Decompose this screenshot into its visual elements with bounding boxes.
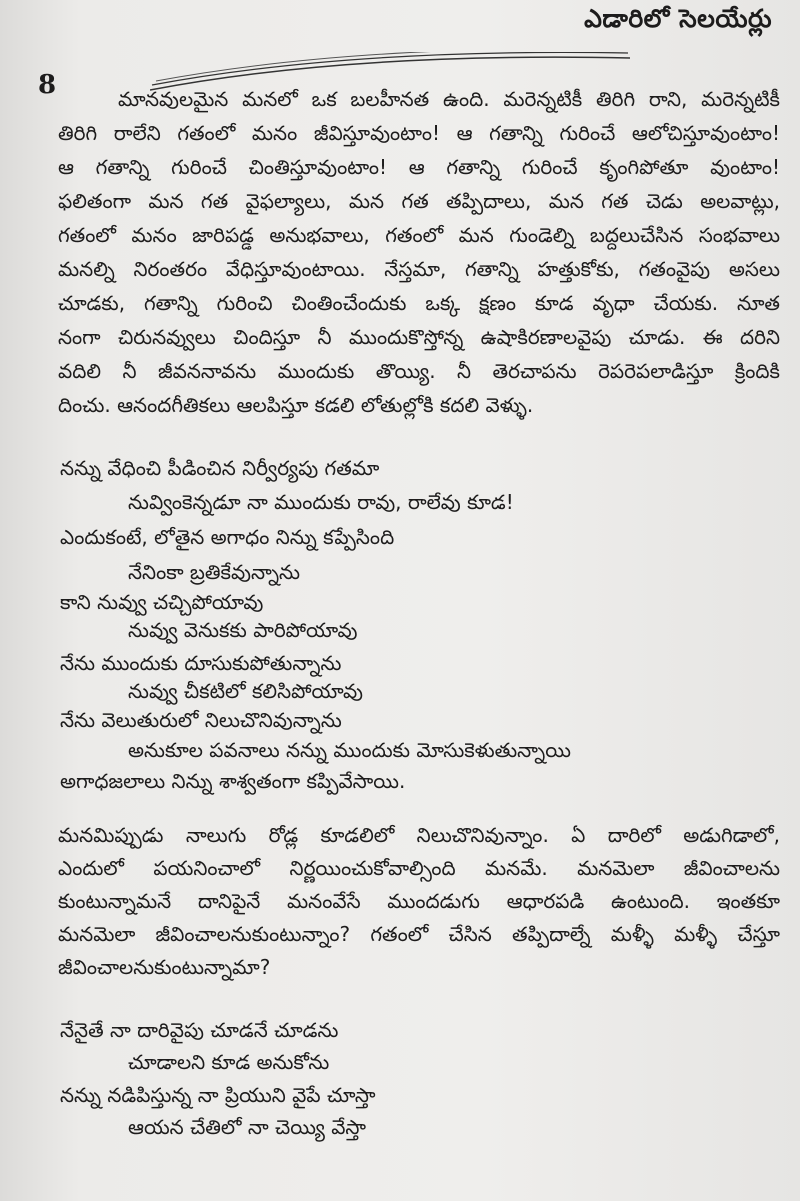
text-line: నంగా చిరునవ్వులు చిందిస్తూ నీ ముందుకొస్తోన్న ఉషాకిరణాలవైపు చూడు. ఈ దరిని	[58, 325, 780, 349]
verse-line: నన్ను వేధించి పీడించిన నిర్వీర్యపు గతమా	[60, 456, 380, 480]
text-line: గతంలో మనం జారిపడ్డ అనుభవాలు, గతంలో మన గుండెల్ని బద్దలుచేసిన సంభవాలు	[58, 223, 780, 247]
verse-line: నన్ను నడిపిస్తున్న నా ప్రియుని వైపే చూస్తా	[60, 1083, 376, 1107]
text-line: మనల్ని నిరంతరం వేధిస్తూవుంటాయి. నేస్తమా, గతాన్ని హత్తుకోకు, గతంవైపు అసలు	[58, 257, 780, 281]
text-line: జీవించాలనుకుంటున్నామా?	[58, 955, 271, 979]
text-line: చూడకు, గతాన్ని గురించి చింతించేందుకు ఒక్క క్షణం కూడ వృధా చేయకు. నూత	[58, 291, 780, 315]
verse-line: నేను ముందుకు దూసుకుపోతున్నాను	[60, 651, 342, 675]
verse-line: నేనింకా బ్రతికేవున్నాను	[128, 560, 301, 584]
text-line: ఎందులో పయనించాలో నిర్ణయించుకోవాల్సింది మనమే. మనమెలా జీవించాలను	[58, 856, 780, 880]
verse-line: అగాధజలాలు నిన్ను శాశ్వతంగా కప్పివేసాయి.	[60, 769, 406, 793]
text-line: దించు. ఆనందగీతికలు ఆలపిస్తూ కడలి లోతుల్లోకి కదలి వెళ్ళు.	[58, 393, 534, 417]
verse-line: ఎందుకంటే, లోతైన అగాధం నిన్ను కప్పేసింది	[60, 525, 395, 549]
text-line: వదిలి నీ జీవననావను ముందుకు తొయ్యి. నీ తెరచాపను రెపరెపలాడిస్తూ క్రిందికి	[58, 359, 780, 383]
running-head-title: ఎడారిలో సెలయేర్లు	[584, 4, 772, 33]
text-line: ఆ గతాన్ని గురించే చింతిస్తూవుంటాం! ఆ గతాన్ని గురించే కృంగిపోతూ వుంటాం!	[58, 155, 780, 179]
verse-line: నేనైతే నా దారివైపు చూడనే చూడను	[60, 1018, 339, 1042]
verse-line: నువ్వింకెన్నడూ నా ముందుకు రావు, రాలేవు కూడ!	[128, 490, 514, 514]
verse-line: కాని నువ్వు చచ్చిపోయావు	[60, 590, 264, 614]
verse-line: నేను వెలుతురులో నిలుచొనివున్నాను	[60, 708, 342, 732]
text-line: మనమెలా జీవించాలనుకుంటున్నాం? గతంలో చేసిన తప్పిదాల్నే మళ్ళీ మళ్ళీ చేస్తూ	[58, 922, 780, 946]
verse-line: నువ్వు వెనుకకు పారిపోయావు	[128, 618, 358, 642]
text-line: కుంటున్నామనే దానిపైనే మనంవేసే ముందడుగు ఆధారపడి ఉంటుంది. ఇంతకూ	[58, 889, 780, 913]
verse-line: ఆయన చేతిలో నా చెయ్యి వేస్తా	[128, 1115, 367, 1139]
text-line: తిరిగి రాలేని గతంలో మనం జీవిస్తూవుంటాం! ఆ గతాన్ని గురించే ఆలోచిస్తూవుంటాం!	[58, 121, 780, 145]
page-number: 8	[38, 70, 57, 100]
verse-line: అనుకూల పవనాలు నన్ను ముందుకు మోసుకెళుతున్నాయి	[128, 738, 571, 762]
verse-line: చూడాలని కూడ అనుకోను	[128, 1050, 330, 1074]
text-line: ఫలితంగా మన గత వైఫల్యాలు, మన గత తప్పిదాలు, మన గత చెడు అలవాట్లు,	[58, 189, 780, 213]
text-line: మనమిప్పుడు నాలుగు రోడ్ల కూడలిలో నిలుచొనివున్నాం. ఏ దారిలో అడుగిడాలో,	[58, 823, 780, 847]
verse-line: నువ్వు చీకటిలో కలిసిపోయావు	[128, 679, 363, 703]
text-line: మానవులమైన మనలో ఒక బలహీనత ఉంది. మరెన్నటికీ తిరిగి రాని, మరెన్నటికీ	[118, 87, 780, 111]
